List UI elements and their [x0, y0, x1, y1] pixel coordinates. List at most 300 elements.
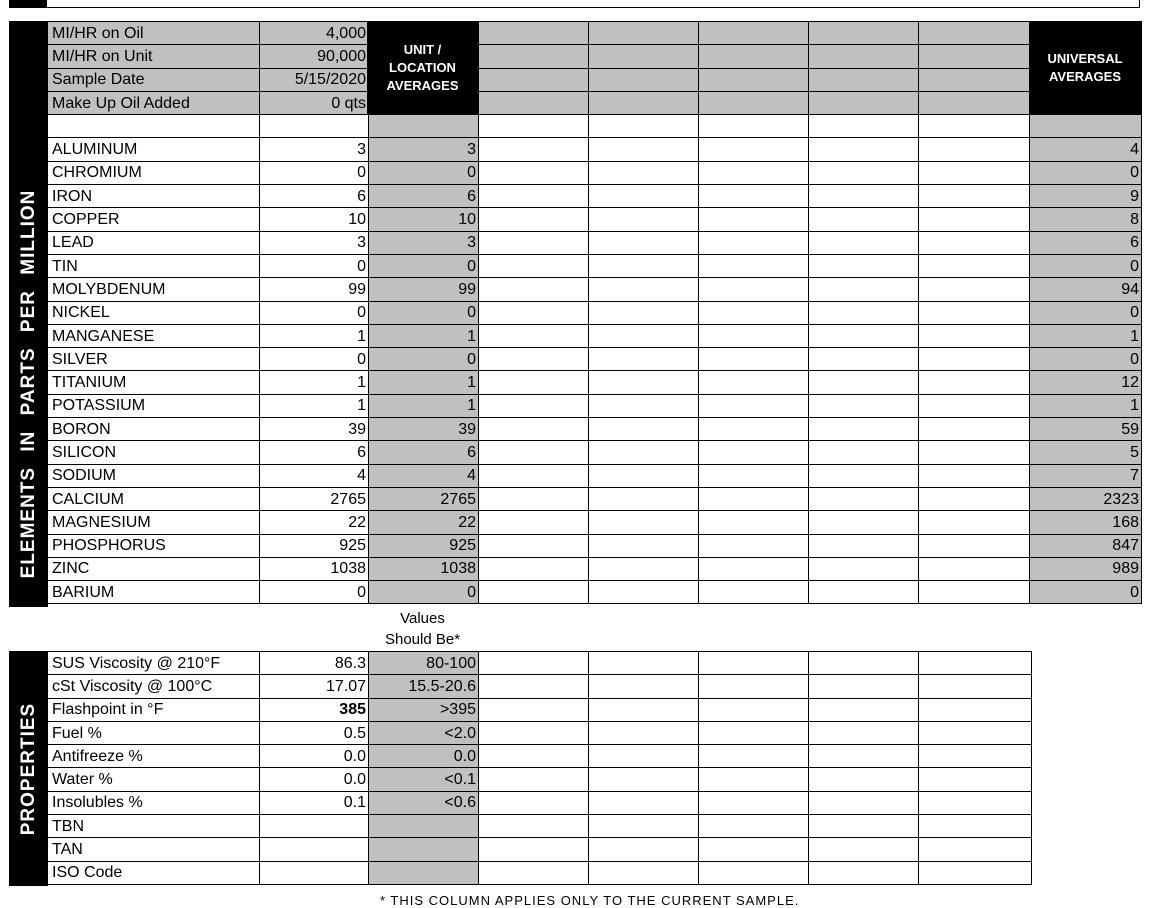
element-value: 0 [260, 301, 369, 324]
element-name: POTASSIUM [48, 394, 260, 417]
empty-cell [919, 115, 1030, 138]
empty-cell [919, 185, 1030, 208]
element-unit-average: 0 [369, 581, 479, 604]
empty-cell [699, 745, 809, 768]
element-row [48, 231, 1142, 254]
empty-cell [699, 301, 809, 324]
empty-cell [479, 348, 589, 371]
property-name: Antifreeze % [48, 745, 260, 768]
empty-cell [919, 301, 1030, 324]
spacer-row [48, 115, 1142, 138]
empty-cell [48, 115, 260, 138]
empty-cell [479, 91, 589, 114]
empty-cell [1030, 115, 1142, 138]
empty-cell [699, 208, 809, 231]
element-universal-average: 5 [1030, 441, 1142, 464]
property-name: TBN [48, 815, 260, 838]
element-name: LEAD [48, 231, 260, 254]
element-value: 39 [260, 418, 369, 441]
empty-cell [479, 418, 589, 441]
empty-cell [479, 675, 589, 698]
element-row [48, 185, 1142, 208]
empty-cell [699, 418, 809, 441]
top-cropped-row [9, 0, 1140, 8]
element-universal-average: 989 [1030, 557, 1142, 580]
empty-cell [699, 487, 809, 510]
empty-cell [919, 534, 1030, 557]
element-name: SILVER [48, 348, 260, 371]
empty-cell [479, 161, 589, 184]
property-row [48, 652, 1032, 675]
empty-cell [589, 838, 699, 861]
empty-cell [589, 278, 699, 301]
empty-cell [479, 791, 589, 814]
empty-cell [809, 278, 919, 301]
element-universal-average: 0 [1030, 348, 1142, 371]
element-name: MANGANESE [48, 324, 260, 347]
element-name: COPPER [48, 208, 260, 231]
empty-cell [809, 22, 919, 45]
empty-cell [809, 301, 919, 324]
empty-cell [589, 418, 699, 441]
property-row [48, 721, 1032, 744]
empty-cell [809, 487, 919, 510]
element-name: TITANIUM [48, 371, 260, 394]
element-universal-average: 0 [1030, 301, 1142, 324]
element-row [48, 581, 1142, 604]
property-name: ISO Code [48, 861, 260, 884]
empty-cell [479, 371, 589, 394]
element-value: 0 [260, 254, 369, 277]
empty-cell [589, 231, 699, 254]
empty-cell [479, 185, 589, 208]
empty-cell [809, 231, 919, 254]
empty-cell [369, 115, 479, 138]
empty-cell [589, 534, 699, 557]
empty-cell [589, 464, 699, 487]
empty-cell [589, 138, 699, 161]
properties-side-label [9, 651, 48, 886]
empty-cell [589, 721, 699, 744]
empty-cell [809, 68, 919, 91]
empty-cell [809, 745, 919, 768]
element-value: 22 [260, 511, 369, 534]
empty-cell [479, 208, 589, 231]
empty-cell [809, 557, 919, 580]
element-universal-average: 6 [1030, 231, 1142, 254]
empty-cell [589, 487, 699, 510]
element-row [48, 348, 1142, 371]
empty-cell [479, 22, 589, 45]
empty-cell [919, 464, 1030, 487]
empty-cell [809, 652, 919, 675]
empty-cell [479, 231, 589, 254]
element-universal-average: 2323 [1030, 487, 1142, 510]
footer-note: * THIS COLUMN APPLIES ONLY TO THE CURRENT SAMPLE. [380, 893, 800, 908]
empty-cell [809, 185, 919, 208]
empty-cell [699, 581, 809, 604]
header-info-row [48, 91, 1142, 114]
universal-averages-line-1: UNIVERSAL [1047, 51, 1123, 66]
properties-side-text: PROPERTIES [17, 702, 39, 835]
property-should-be: >395 [369, 698, 479, 721]
property-row [48, 838, 1032, 861]
property-value: 86.3 [260, 652, 369, 675]
empty-cell [919, 348, 1030, 371]
empty-cell [479, 487, 589, 510]
empty-cell [919, 557, 1030, 580]
element-row [48, 418, 1142, 441]
property-should-be: 15.5-20.6 [369, 675, 479, 698]
element-universal-average: 847 [1030, 534, 1142, 557]
element-value: 6 [260, 185, 369, 208]
property-row [48, 815, 1032, 838]
empty-cell [589, 511, 699, 534]
unit-averages-line-2: LOCATION [389, 60, 456, 75]
empty-cell [809, 675, 919, 698]
property-value: 0.0 [260, 768, 369, 791]
values-should-be-note [367, 608, 478, 650]
empty-cell [699, 91, 809, 114]
empty-cell [919, 138, 1030, 161]
element-universal-average: 0 [1030, 161, 1142, 184]
element-row [48, 394, 1142, 417]
property-value [260, 838, 369, 861]
element-name: SILICON [48, 441, 260, 464]
element-value: 1 [260, 371, 369, 394]
property-value: 17.07 [260, 675, 369, 698]
element-value: 2765 [260, 487, 369, 510]
empty-cell [699, 511, 809, 534]
empty-cell [919, 418, 1030, 441]
element-row [48, 487, 1142, 510]
empty-cell [919, 441, 1030, 464]
header-info-row [48, 45, 1142, 68]
empty-cell [809, 394, 919, 417]
empty-cell [699, 815, 809, 838]
element-name: ALUMINUM [48, 138, 260, 161]
empty-cell [699, 838, 809, 861]
empty-cell [589, 91, 699, 114]
element-value: 99 [260, 278, 369, 301]
empty-cell [699, 231, 809, 254]
empty-cell [809, 208, 919, 231]
empty-cell [919, 394, 1030, 417]
empty-cell [589, 68, 699, 91]
element-value: 0 [260, 348, 369, 371]
empty-cell [479, 581, 589, 604]
element-row [48, 511, 1142, 534]
empty-cell [699, 768, 809, 791]
empty-cell [919, 768, 1032, 791]
empty-cell [699, 464, 809, 487]
empty-cell [479, 138, 589, 161]
property-should-be [369, 815, 479, 838]
header-info-label: MI/HR on Oil [48, 22, 260, 45]
element-universal-average: 0 [1030, 254, 1142, 277]
empty-cell [809, 838, 919, 861]
empty-cell [589, 557, 699, 580]
elements-side-label [9, 21, 48, 607]
property-value: 0.5 [260, 721, 369, 744]
empty-cell [919, 22, 1030, 45]
empty-cell [809, 534, 919, 557]
values-should-be-line-1: Values [400, 610, 445, 627]
empty-cell [919, 745, 1032, 768]
empty-cell [589, 745, 699, 768]
empty-cell [699, 675, 809, 698]
element-value: 3 [260, 231, 369, 254]
empty-cell [589, 185, 699, 208]
empty-cell [919, 652, 1032, 675]
empty-cell [589, 815, 699, 838]
element-unit-average: 3 [369, 231, 479, 254]
empty-cell [919, 45, 1030, 68]
empty-cell [809, 254, 919, 277]
property-row [48, 861, 1032, 884]
empty-cell [260, 115, 369, 138]
element-name: IRON [48, 185, 260, 208]
empty-cell [589, 394, 699, 417]
element-unit-average: 1 [369, 371, 479, 394]
element-row [48, 557, 1142, 580]
empty-cell [589, 301, 699, 324]
header-info-label: MI/HR on Unit [48, 45, 260, 68]
element-unit-average: 6 [369, 441, 479, 464]
empty-cell [479, 68, 589, 91]
element-unit-average: 925 [369, 534, 479, 557]
element-unit-average: 22 [369, 511, 479, 534]
empty-cell [479, 557, 589, 580]
element-name: TIN [48, 254, 260, 277]
empty-cell [809, 698, 919, 721]
empty-cell [589, 371, 699, 394]
empty-cell [699, 698, 809, 721]
property-value: 0.0 [260, 745, 369, 768]
header-info-value: 0 qts [260, 91, 369, 114]
unit-averages-line-3: AVERAGES [386, 78, 459, 93]
property-should-be: <0.6 [369, 791, 479, 814]
top-cropped-label [9, 0, 47, 8]
empty-cell [919, 278, 1030, 301]
empty-cell [919, 861, 1032, 884]
empty-cell [699, 861, 809, 884]
element-unit-average: 3 [369, 138, 479, 161]
empty-cell [809, 464, 919, 487]
element-row [48, 254, 1142, 277]
element-universal-average: 168 [1030, 511, 1142, 534]
element-unit-average: 10 [369, 208, 479, 231]
empty-cell [809, 721, 919, 744]
element-universal-average: 4 [1030, 138, 1142, 161]
empty-cell [919, 161, 1030, 184]
empty-cell [809, 91, 919, 114]
empty-cell [919, 208, 1030, 231]
property-row [48, 675, 1032, 698]
empty-cell [809, 348, 919, 371]
element-row [48, 371, 1142, 394]
empty-cell [699, 721, 809, 744]
empty-cell [479, 815, 589, 838]
element-universal-average: 0 [1030, 581, 1142, 604]
element-unit-average: 0 [369, 301, 479, 324]
empty-cell [479, 464, 589, 487]
property-row [48, 698, 1032, 721]
empty-cell [699, 161, 809, 184]
element-unit-average: 6 [369, 185, 479, 208]
header-info-label: Sample Date [48, 68, 260, 91]
property-name: Flashpoint in °F [48, 698, 260, 721]
empty-cell [919, 698, 1032, 721]
empty-cell [589, 441, 699, 464]
element-name: MAGNESIUM [48, 511, 260, 534]
empty-cell [809, 161, 919, 184]
property-should-be [369, 838, 479, 861]
empty-cell [699, 138, 809, 161]
empty-cell [809, 581, 919, 604]
empty-cell [809, 791, 919, 814]
element-row [48, 534, 1142, 557]
element-name: CALCIUM [48, 487, 260, 510]
empty-cell [699, 185, 809, 208]
empty-cell [589, 115, 699, 138]
header-info-value: 4,000 [260, 22, 369, 45]
element-unit-average: 1038 [369, 557, 479, 580]
empty-cell [479, 324, 589, 347]
element-value: 1038 [260, 557, 369, 580]
empty-cell [479, 511, 589, 534]
property-name: Fuel % [48, 721, 260, 744]
property-value [260, 815, 369, 838]
element-universal-average: 1 [1030, 394, 1142, 417]
element-unit-average: 39 [369, 418, 479, 441]
element-name: PHOSPHORUS [48, 534, 260, 557]
element-value: 0 [260, 161, 369, 184]
empty-cell [809, 861, 919, 884]
empty-cell [699, 791, 809, 814]
empty-cell [809, 45, 919, 68]
empty-cell [809, 115, 919, 138]
empty-cell [699, 557, 809, 580]
empty-cell [699, 68, 809, 91]
empty-cell [479, 45, 589, 68]
universal-averages-line-2: AVERAGES [1049, 69, 1121, 84]
empty-cell [809, 138, 919, 161]
empty-cell [919, 791, 1032, 814]
empty-cell [919, 231, 1030, 254]
element-value: 10 [260, 208, 369, 231]
empty-cell [479, 254, 589, 277]
unit-averages-line-1: UNIT / [403, 42, 442, 57]
property-should-be [369, 861, 479, 884]
empty-cell [809, 768, 919, 791]
header-info-row [48, 22, 1142, 45]
element-row [48, 278, 1142, 301]
property-should-be: 0.0 [369, 745, 479, 768]
element-name: MOLYBDENUM [48, 278, 260, 301]
empty-cell [479, 115, 589, 138]
empty-cell [919, 371, 1030, 394]
empty-cell [809, 441, 919, 464]
empty-cell [699, 278, 809, 301]
empty-cell [809, 511, 919, 534]
empty-cell [589, 581, 699, 604]
property-row [48, 768, 1032, 791]
empty-cell [479, 394, 589, 417]
empty-cell [699, 534, 809, 557]
empty-cell [699, 348, 809, 371]
properties-table [47, 651, 1032, 885]
empty-cell [699, 371, 809, 394]
property-should-be: <2.0 [369, 721, 479, 744]
element-universal-average: 59 [1030, 418, 1142, 441]
element-value: 925 [260, 534, 369, 557]
empty-cell [589, 675, 699, 698]
property-should-be: <0.1 [369, 768, 479, 791]
property-row [48, 745, 1032, 768]
property-name: TAN [48, 838, 260, 861]
empty-cell [479, 698, 589, 721]
property-value: 0.1 [260, 791, 369, 814]
empty-cell [919, 721, 1032, 744]
empty-cell [919, 487, 1030, 510]
element-value: 3 [260, 138, 369, 161]
element-universal-average: 9 [1030, 185, 1142, 208]
element-unit-average: 0 [369, 161, 479, 184]
header-info-row [48, 68, 1142, 91]
element-value: 1 [260, 324, 369, 347]
empty-cell [479, 768, 589, 791]
empty-cell [809, 815, 919, 838]
element-universal-average: 12 [1030, 371, 1142, 394]
empty-cell [589, 208, 699, 231]
element-name: ZINC [48, 557, 260, 580]
empty-cell [919, 838, 1032, 861]
element-row [48, 301, 1142, 324]
element-name: NICKEL [48, 301, 260, 324]
property-value: 385 [260, 698, 369, 721]
element-universal-average: 1 [1030, 324, 1142, 347]
empty-cell [479, 301, 589, 324]
empty-cell [699, 324, 809, 347]
element-value: 4 [260, 464, 369, 487]
values-should-be-line-2: Should Be* [384, 631, 461, 648]
empty-cell [589, 652, 699, 675]
property-name: Insolubles % [48, 791, 260, 814]
element-name: CHROMIUM [48, 161, 260, 184]
empty-cell [699, 394, 809, 417]
empty-cell [699, 22, 809, 45]
property-name: SUS Viscosity @ 210°F [48, 652, 260, 675]
empty-cell [479, 861, 589, 884]
empty-cell [479, 441, 589, 464]
element-unit-average: 2765 [369, 487, 479, 510]
universal-averages-header [1029, 21, 1141, 115]
header-info-label: Make Up Oil Added [48, 91, 260, 114]
element-row [48, 138, 1142, 161]
empty-cell [589, 161, 699, 184]
property-name: cSt Viscosity @ 100°C [48, 675, 260, 698]
empty-cell [479, 721, 589, 744]
element-unit-average: 1 [369, 324, 479, 347]
empty-cell [919, 91, 1030, 114]
empty-cell [479, 745, 589, 768]
empty-cell [589, 698, 699, 721]
empty-cell [809, 371, 919, 394]
empty-cell [919, 675, 1032, 698]
property-should-be: 80-100 [369, 652, 479, 675]
element-unit-average: 0 [369, 254, 479, 277]
